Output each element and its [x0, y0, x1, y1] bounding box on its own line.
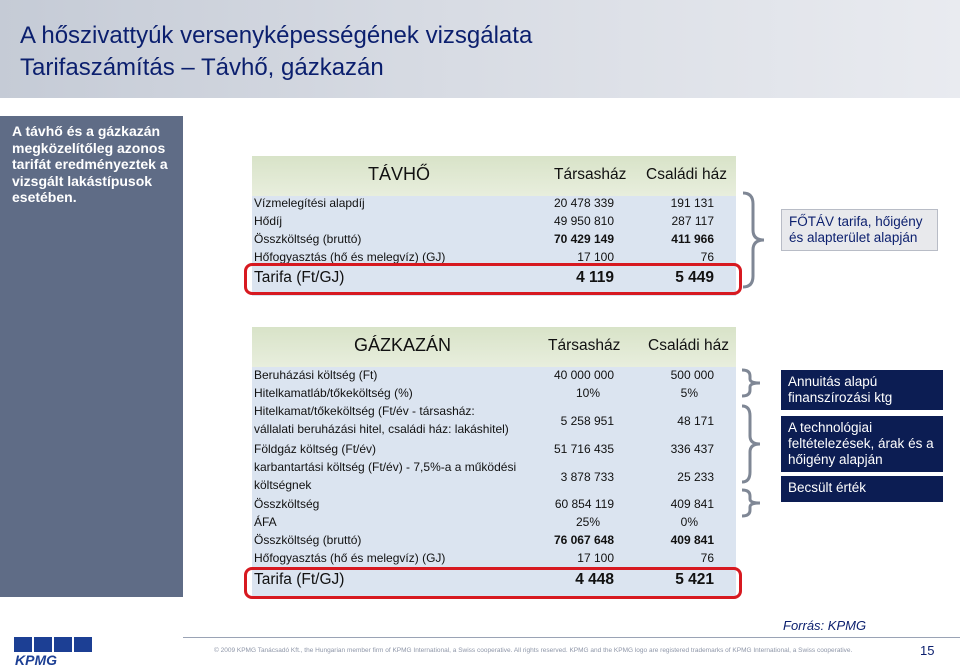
table-row-label: ÁFA [254, 515, 277, 529]
tavho-tarifa-value-tarsashaz: 4 119 [576, 269, 614, 286]
table-row-value: 76 067 648 [553, 533, 614, 547]
callout-annuitas: Annuitás alapú finanszírozási ktg [781, 370, 943, 410]
table-row-value: 0% [680, 515, 698, 529]
table-row-value: 60 854 119 [554, 497, 614, 511]
table-row-label: Összköltség [254, 497, 320, 511]
callout-fotav: FŐTÁV tarifa, hőigény és alapterület alapján [781, 209, 938, 251]
table-row-value: 51 716 435 [553, 442, 614, 456]
table-row-value: 500 000 [670, 368, 714, 382]
table-row-value: 70 429 149 [553, 232, 614, 246]
tavho-col-tarsashaz: Társasház [554, 166, 627, 183]
callout-technologiai: A technológiai feltételezések, árak és a hőigény alapján [781, 416, 943, 472]
gazkazan-tarifa-label: Tarifa (Ft/GJ) [254, 571, 345, 588]
table-row-value: 5% [680, 386, 698, 400]
table-row-label: Hitelkamatláb/tőkeköltség (%) [254, 386, 413, 400]
table-row-label: Összköltség (bruttó) [254, 533, 362, 547]
gaz-brace-1 [740, 368, 764, 398]
table-row-label: vállalati beruházási hitel, családi ház: lakáshitel) [254, 422, 509, 436]
table-row-label: karbantartási költség (Ft/év) - 7,5%-a a működési [254, 460, 517, 474]
table-row-value: 191 131 [670, 196, 714, 210]
table-row-value: 25% [575, 515, 600, 529]
table-row-label: Hőfogyasztás (hő és melegvíz) (GJ) [254, 551, 446, 565]
gazkazan-col-tarsashaz: Társasház [548, 337, 621, 354]
gaz-brace-2 [740, 404, 764, 484]
svg-text:KPMG: KPMG [15, 652, 57, 666]
tavho-brace [740, 190, 770, 290]
table-row-label: Összköltség (bruttó) [254, 232, 362, 246]
sidebar-panel [0, 116, 183, 597]
gazkazan-title: GÁZKAZÁN [354, 335, 452, 355]
page-number: 15 [920, 643, 935, 658]
table-row-value: 17 100 [577, 250, 614, 264]
table-row-label: Beruházási költség (Ft) [254, 368, 378, 382]
gazkazan-tarifa-value-tarsashaz: 4 448 [575, 571, 614, 588]
slide-header [0, 0, 960, 98]
gazkazan-tarifa-highlight [244, 567, 742, 599]
slide-footer [0, 635, 960, 666]
table-row-value: 17 100 [577, 551, 614, 565]
slide-title: A hőszivattyúk versenyképességének vizsgálata [20, 22, 533, 49]
table-row-label: Hőfogyasztás (hő és melegvíz) (GJ) [254, 250, 446, 264]
footer-divider [183, 637, 960, 638]
table-row-value: 336 437 [670, 442, 714, 456]
table-row-label: Vízmelegítési alapdíj [254, 196, 365, 210]
sidebar-note: A távhő és a gázkazán megközelítőleg azonos tarifát eredményeztek a vizsgált lakástípusok esetében. [12, 123, 168, 205]
table-row-value: 409 841 [670, 533, 714, 547]
gazkazan-col-csaladi-haz: Családi ház [648, 337, 729, 354]
gaz-brace-3 [740, 488, 764, 518]
table-row-value: 287 117 [671, 214, 714, 228]
table-row-value: 10% [575, 386, 600, 400]
table-row-value: 25 233 [677, 470, 714, 484]
tavho-tarifa-label: Tarifa (Ft/GJ) [254, 269, 345, 286]
table-row-value: 411 966 [671, 232, 714, 246]
kpmg-logo [14, 637, 94, 666]
source-note: Forrás: KPMG [783, 618, 867, 633]
table-row-label: Hitelkamat/tőkeköltség (Ft/év - társasház: [254, 404, 475, 418]
table-row-value: 3 878 733 [560, 470, 614, 484]
slide-subtitle: Tarifaszámítás – Távhő, gázkazán [20, 54, 384, 81]
table-row-label: Földgáz költség (Ft/év) [254, 442, 377, 456]
table-row-value: 5 258 951 [560, 414, 614, 428]
gazkazan-table [252, 327, 736, 597]
callout-becsult: Becsült érték [781, 476, 943, 502]
table-row-value: 20 478 339 [553, 196, 614, 210]
table-row-label: költségnek [254, 478, 312, 492]
table-row-value: 40 000 000 [553, 368, 614, 382]
table-row-label: Hődíj [254, 214, 283, 228]
table-row-value: 49 950 810 [553, 214, 614, 228]
table-row-value: 409 841 [670, 497, 714, 511]
tavho-col-csaladi-haz: Családi ház [646, 166, 727, 183]
table-row-value: 76 [700, 551, 714, 565]
table-row-value: 48 171 [677, 414, 714, 428]
table-row-value: 76 [700, 250, 714, 264]
tavho-tarifa-highlight [244, 263, 742, 295]
gazkazan-tarifa-value-csaladi: 5 421 [675, 571, 714, 588]
copyright-notice: © 2009 KPMG Tanácsadó Kft., the Hungarian member firm of KPMG International, a Swiss cooperative. All rights reserved. KPMG and the KPMG logo are registered trademarks of KPMG International, a Swiss cooperative. [214, 647, 853, 654]
tavho-tarifa-value-csaladi: 5 449 [675, 269, 714, 286]
tavho-title: TÁVHŐ [368, 164, 431, 184]
